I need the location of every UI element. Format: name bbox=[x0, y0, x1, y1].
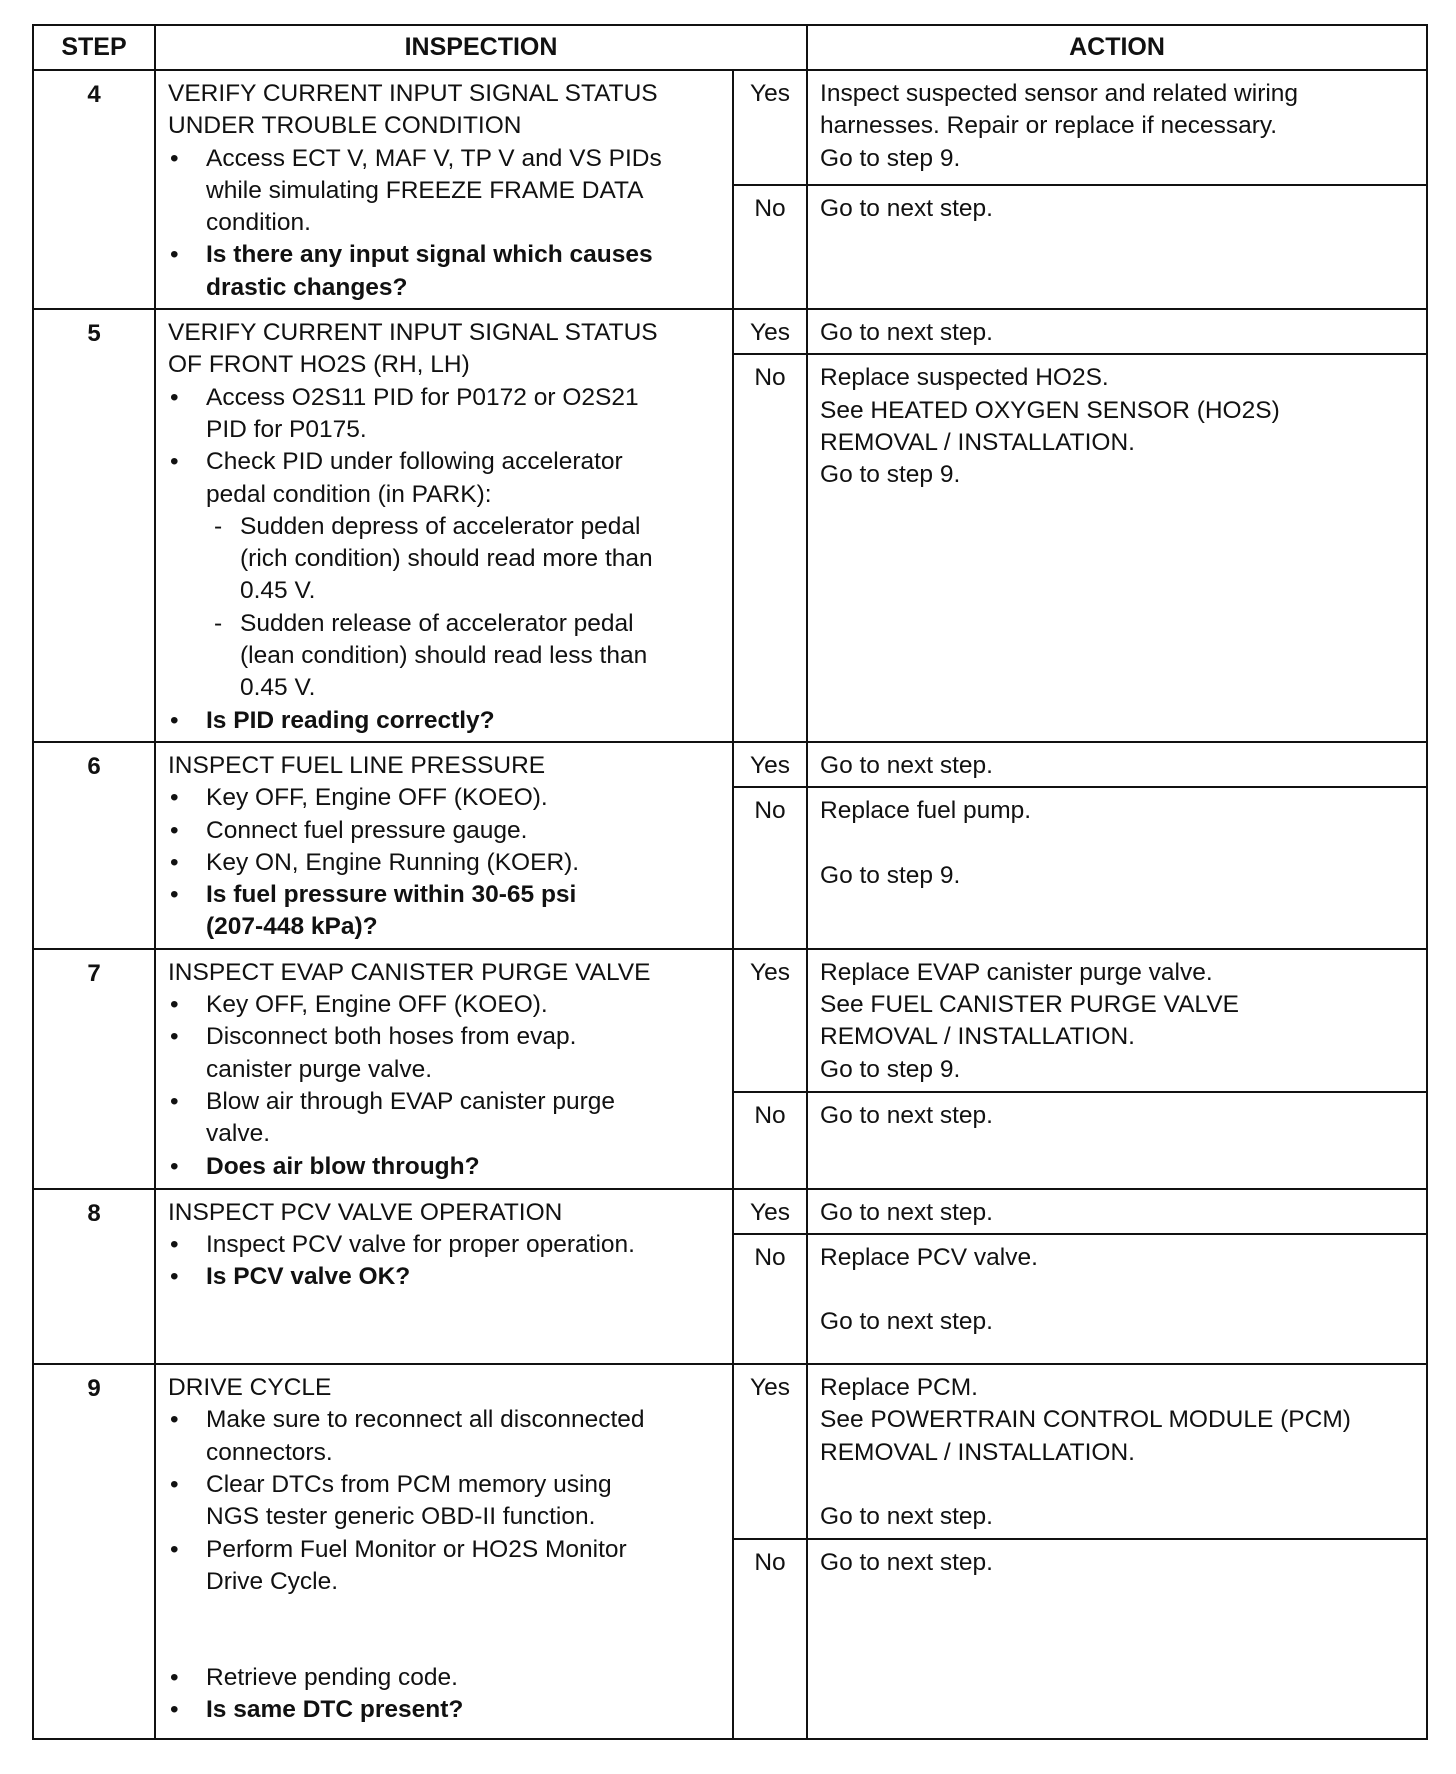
yes-action: Go to next step. bbox=[807, 1189, 1427, 1234]
no-action-cell bbox=[807, 1234, 1427, 1364]
bullet-glyph: • bbox=[170, 383, 179, 411]
sub-item: - Sudden release of accelerator pedal (lean condition) should read less than 0.45 V. bbox=[168, 608, 724, 705]
bullet-glyph: • bbox=[170, 1152, 179, 1180]
bullet-glyph: • bbox=[170, 144, 179, 172]
bullet-glyph: • bbox=[170, 706, 179, 734]
bullet-question: • Is PCV valve OK? bbox=[168, 1261, 724, 1293]
step-6-yes-row bbox=[33, 742, 1427, 787]
step-number: 6 bbox=[33, 742, 155, 949]
step-9-inspection bbox=[155, 1364, 733, 1739]
inspection-title: INSPECT EVAP CANISTER PURGE VALVE bbox=[168, 958, 651, 986]
no-action: Go to next step. bbox=[807, 1092, 1427, 1189]
header-row bbox=[33, 25, 1427, 70]
inspection-title: VERIFY CURRENT INPUT SIGNAL STATUS OF FRONT HO2S (RH, LH) bbox=[168, 319, 658, 379]
bullet-question: • Is same DTC present? bbox=[168, 1694, 724, 1726]
spacer bbox=[820, 1469, 1420, 1501]
inspection-title: VERIFY CURRENT INPUT SIGNAL STATUS UNDER TROUBLE CONDITION bbox=[168, 80, 658, 140]
step-5-yes-row bbox=[33, 309, 1427, 354]
no-action: Go to next step. bbox=[807, 185, 1427, 309]
bullet-glyph: • bbox=[170, 1087, 179, 1115]
bullet-item: • Disconnect both hoses from evap. canister purge valve. bbox=[168, 1021, 724, 1086]
bullet-glyph: • bbox=[170, 448, 179, 476]
step-6-inspection bbox=[155, 742, 733, 949]
sub-item: - Sudden depress of accelerator pedal (rich condition) should read more than 0.45 V. bbox=[168, 511, 724, 608]
bullet-item: • Access ECT V, MAF V, TP V and VS PIDs while simulating FREEZE FRAME DATA condition. bbox=[168, 143, 724, 240]
step-number: 8 bbox=[33, 1189, 155, 1364]
bullet-glyph: • bbox=[170, 991, 179, 1019]
no-label: No bbox=[733, 354, 807, 742]
no-action: Replace PCV valve. bbox=[820, 1244, 1038, 1272]
no-action: Replace suspected HO2S. See HEATED OXYGEN SENSOR (HO2S) REMOVAL / INSTALLATION. Go to step 9. bbox=[807, 354, 1427, 742]
step-4-yes-row bbox=[33, 70, 1427, 185]
step-8-inspection bbox=[155, 1189, 733, 1364]
no-label: No bbox=[733, 1539, 807, 1739]
bullet-item: • Check PID under following accelerator pedal condition (in PARK): bbox=[168, 446, 724, 511]
bullet-question: • Is there any input signal which causes drastic changes? bbox=[168, 239, 724, 304]
bullet-item: • Key OFF, Engine OFF (KOEO). bbox=[168, 782, 724, 814]
step-5-inspection bbox=[155, 309, 733, 742]
no-action-followup: Go to next step. bbox=[820, 1308, 993, 1336]
bullet-glyph: • bbox=[170, 1696, 179, 1724]
bullet-item: • Connect fuel pressure gauge. bbox=[168, 815, 724, 847]
bullet-item: • Blow air through EVAP canister purge valve. bbox=[168, 1086, 724, 1151]
bullet-glyph: • bbox=[170, 1470, 179, 1498]
no-action: Replace fuel pump. bbox=[820, 797, 1032, 825]
yes-action: Replace EVAP canister purge valve. See FUEL CANISTER PURGE VALVE REMOVAL / INSTALLATION. Go to step 9. bbox=[807, 949, 1427, 1092]
bullet-item: • Inspect PCV valve for proper operation. bbox=[168, 1229, 724, 1261]
yes-label: Yes bbox=[733, 949, 807, 1092]
step-8-yes-row bbox=[33, 1189, 1427, 1234]
step-7-yes-row bbox=[33, 949, 1427, 1092]
yes-action-followup: Go to next step. bbox=[820, 1502, 993, 1530]
bullet-glyph: • bbox=[170, 1231, 179, 1259]
no-label: No bbox=[733, 1234, 807, 1364]
no-action: Go to next step. bbox=[807, 1539, 1427, 1739]
yes-label: Yes bbox=[733, 1189, 807, 1234]
spacer bbox=[168, 1630, 724, 1662]
header-step: STEP bbox=[33, 25, 155, 70]
bullet-glyph: • bbox=[170, 784, 179, 812]
step-9-yes-row bbox=[33, 1364, 1427, 1539]
spacer bbox=[168, 1598, 724, 1630]
no-label: No bbox=[733, 1092, 807, 1189]
bullet-item: • Clear DTCs from PCM memory using NGS tester generic OBD-II function. bbox=[168, 1469, 724, 1534]
bullet-item: • Retrieve pending code. bbox=[168, 1662, 724, 1694]
step-4-inspection bbox=[155, 70, 733, 309]
yes-label: Yes bbox=[733, 70, 807, 185]
bullet-question: • Is PID reading correctly? bbox=[168, 705, 724, 737]
bullet-glyph: • bbox=[170, 1406, 179, 1434]
bullet-glyph: • bbox=[170, 816, 179, 844]
bullet-question: • Does air blow through? bbox=[168, 1151, 724, 1183]
bullet-item: • Make sure to reconnect all disconnected connectors. bbox=[168, 1404, 724, 1469]
bullet-glyph: • bbox=[170, 1023, 179, 1051]
bullet-glyph: • bbox=[170, 1263, 179, 1291]
yes-action: Go to next step. bbox=[807, 309, 1427, 354]
no-label: No bbox=[733, 787, 807, 948]
step-number: 4 bbox=[33, 70, 155, 309]
dash-glyph: - bbox=[214, 512, 223, 540]
inspection-title: INSPECT FUEL LINE PRESSURE bbox=[168, 751, 546, 779]
bullet-glyph: • bbox=[170, 848, 179, 876]
bullet-item: • Perform Fuel Monitor or HO2S Monitor Drive Cycle. bbox=[168, 1534, 724, 1599]
bullet-glyph: • bbox=[170, 1535, 179, 1563]
step-number: 5 bbox=[33, 309, 155, 742]
no-action-followup: Go to step 9. bbox=[820, 861, 961, 889]
step-number: 9 bbox=[33, 1364, 155, 1739]
yes-action: Replace PCM. See POWERTRAIN CONTROL MODULE (PCM) REMOVAL / INSTALLATION. bbox=[820, 1374, 1351, 1466]
header-inspection: INSPECTION bbox=[155, 25, 807, 70]
yes-action: Go to next step. bbox=[807, 742, 1427, 787]
dash-glyph: - bbox=[214, 609, 223, 637]
yes-label: Yes bbox=[733, 1364, 807, 1539]
spacer bbox=[820, 1274, 1420, 1306]
bullet-item: • Key OFF, Engine OFF (KOEO). bbox=[168, 989, 724, 1021]
no-action-cell bbox=[807, 787, 1427, 948]
bullet-glyph: • bbox=[170, 241, 179, 269]
bullet-glyph: • bbox=[170, 1664, 179, 1692]
yes-action-cell bbox=[807, 1364, 1427, 1539]
yes-label: Yes bbox=[733, 742, 807, 787]
inspection-title: INSPECT PCV VALVE OPERATION bbox=[168, 1198, 563, 1226]
bullet-item: • Key ON, Engine Running (KOER). bbox=[168, 847, 724, 879]
no-label: No bbox=[733, 185, 807, 309]
inspection-title: DRIVE CYCLE bbox=[168, 1374, 332, 1402]
yes-action: Inspect suspected sensor and related wiring harnesses. Repair or replace if necessary. Go to step 9. bbox=[807, 70, 1427, 185]
bullet-question: • Is fuel pressure within 30-65 psi (207-448 kPa)? bbox=[168, 879, 724, 944]
header-action: ACTION bbox=[807, 25, 1427, 70]
step-7-inspection bbox=[155, 949, 733, 1189]
yes-label: Yes bbox=[733, 309, 807, 354]
step-number: 7 bbox=[33, 949, 155, 1189]
spacer bbox=[820, 828, 1420, 860]
bullet-item: • Access O2S11 PID for P0172 or O2S21 PID for P0175. bbox=[168, 382, 724, 447]
diagnostic-table bbox=[32, 24, 1428, 1740]
bullet-glyph: • bbox=[170, 881, 179, 909]
